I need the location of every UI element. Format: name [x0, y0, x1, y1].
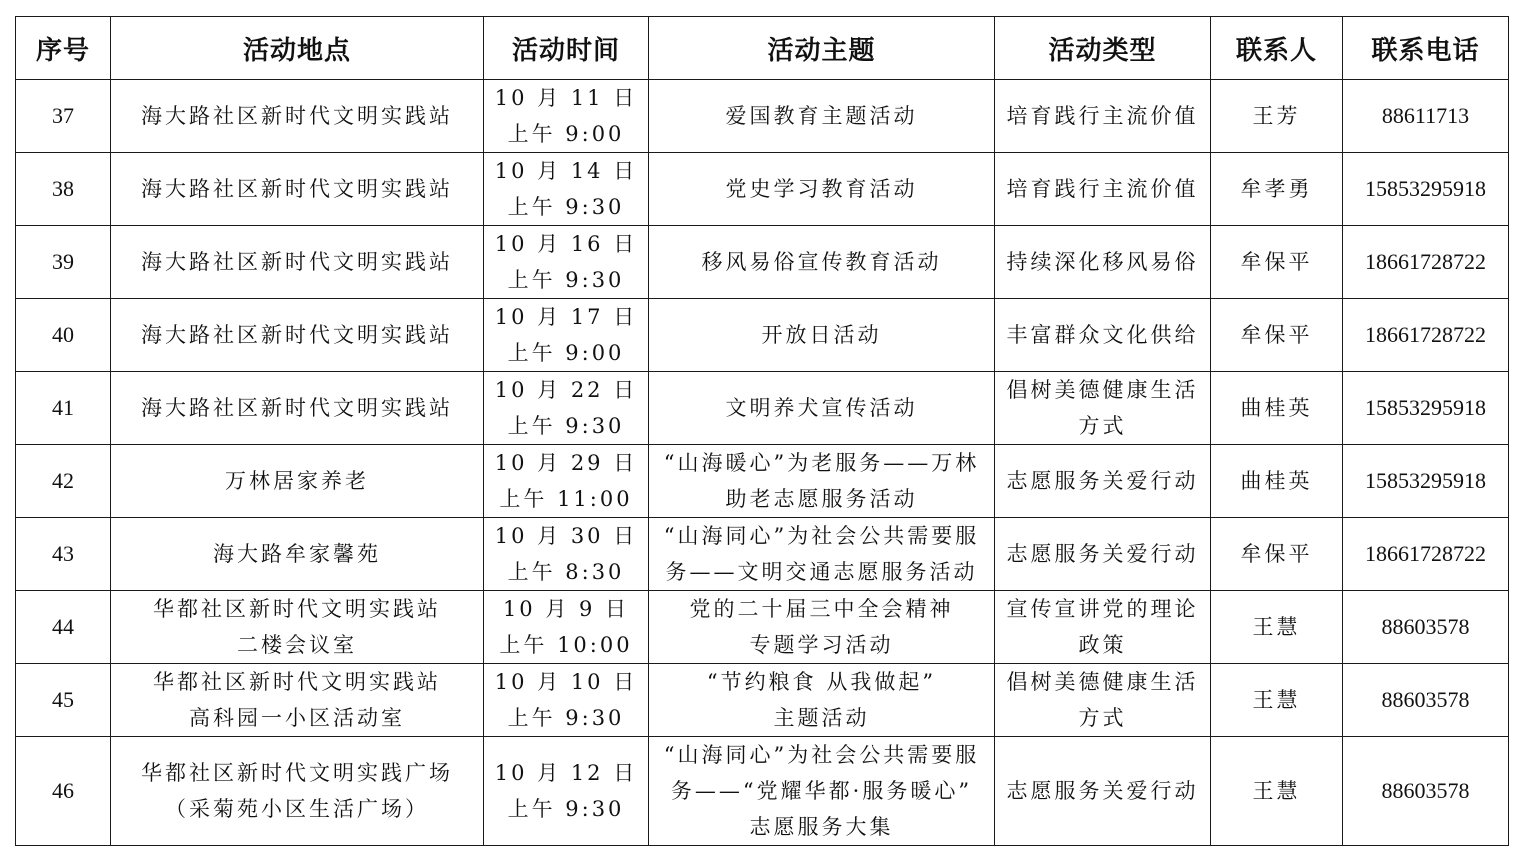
cell-theme-line: 主题活动 [773, 706, 870, 730]
cell-phone: 18661728722 [1343, 299, 1509, 372]
table-row [16, 299, 1509, 372]
cell-time [484, 737, 649, 846]
table-row [16, 372, 1509, 445]
cell-contact: 牟保平 [1211, 299, 1343, 372]
cell-time-line: 10 月 29 日 [494, 451, 638, 475]
cell-theme [649, 80, 995, 153]
cell-theme-line: “山海暖心”为老服务——万林 [663, 451, 980, 475]
cell-theme-line: 开放日活动 [761, 323, 882, 347]
cell-location-line: 华都社区新时代文明实践站 [153, 670, 441, 694]
cell-no: 45 [16, 664, 111, 737]
activity-schedule-table [15, 16, 1509, 846]
cell-location-line: （采菊苑小区生活广场） [165, 797, 429, 821]
cell-theme-line: 务——文明交通志愿服务活动 [665, 560, 978, 584]
cell-type-line: 方式 [1078, 706, 1127, 730]
cell-location-line: 海大路社区新时代文明实践站 [141, 177, 453, 201]
cell-contact: 曲桂英 [1211, 372, 1343, 445]
cell-no: 37 [16, 80, 111, 153]
cell-location-line: 海大路社区新时代文明实践站 [141, 396, 453, 420]
cell-location-line: 华都社区新时代文明实践广场 [141, 761, 453, 785]
cell-location-line: 海大路社区新时代文明实践站 [141, 104, 453, 128]
header-no: 序号 [16, 17, 111, 80]
cell-no: 38 [16, 153, 111, 226]
cell-type-line: 志愿服务关爱行动 [1006, 779, 1199, 803]
cell-theme-line: “山海同心”为社会公共需要服 [663, 743, 980, 767]
cell-theme [649, 445, 995, 518]
cell-time-line: 上午 10:00 [499, 633, 633, 657]
cell-location-line: 高科园一小区活动室 [189, 706, 405, 730]
cell-theme-line: 文明养犬宣传活动 [725, 396, 918, 420]
cell-contact: 王芳 [1211, 80, 1343, 153]
cell-theme [649, 591, 995, 664]
cell-time-line: 10 月 12 日 [494, 761, 638, 785]
table-row [16, 664, 1509, 737]
cell-phone: 18661728722 [1343, 226, 1509, 299]
cell-type-line: 志愿服务关爱行动 [1006, 542, 1199, 566]
cell-phone: 88603578 [1343, 591, 1509, 664]
cell-time-line: 上午 9:00 [507, 341, 625, 365]
table-row [16, 80, 1509, 153]
cell-type-line: 持续深化移风易俗 [1006, 250, 1199, 274]
cell-time [484, 591, 649, 664]
cell-type [995, 445, 1211, 518]
cell-time-line: 上午 9:30 [507, 706, 625, 730]
cell-time-line: 10 月 17 日 [494, 305, 638, 329]
cell-type-line: 倡树美德健康生活 [1006, 670, 1199, 694]
cell-type-line: 培育践行主流价值 [1006, 177, 1199, 201]
cell-location-line: 海大路牟家馨苑 [213, 542, 381, 566]
cell-contact: 王慧 [1211, 737, 1343, 846]
cell-location [111, 299, 484, 372]
cell-time-line: 10 月 9 日 [502, 597, 630, 621]
cell-time-line: 上午 11:00 [499, 487, 633, 511]
cell-time-line: 10 月 30 日 [494, 524, 638, 548]
cell-location [111, 445, 484, 518]
cell-no: 44 [16, 591, 111, 664]
cell-contact: 牟保平 [1211, 226, 1343, 299]
cell-no: 39 [16, 226, 111, 299]
cell-theme [649, 153, 995, 226]
cell-theme [649, 299, 995, 372]
header-phone: 联系电话 [1343, 17, 1509, 80]
cell-location [111, 372, 484, 445]
header-type: 活动类型 [995, 17, 1211, 80]
cell-location [111, 226, 484, 299]
cell-location [111, 591, 484, 664]
cell-time-line: 上午 9:30 [507, 797, 625, 821]
cell-type [995, 518, 1211, 591]
cell-type-line: 倡树美德健康生活 [1006, 378, 1199, 402]
cell-theme [649, 664, 995, 737]
cell-theme-line: 助老志愿服务活动 [725, 487, 918, 511]
cell-contact: 曲桂英 [1211, 445, 1343, 518]
cell-theme-line: 志愿服务大集 [749, 815, 894, 839]
cell-type [995, 591, 1211, 664]
cell-location-line: 华都社区新时代文明实践站 [153, 597, 441, 621]
cell-location-line: 万林居家养老 [225, 469, 369, 493]
cell-type [995, 299, 1211, 372]
cell-no: 42 [16, 445, 111, 518]
cell-location [111, 737, 484, 846]
cell-theme-line: “山海同心”为社会公共需要服 [663, 524, 980, 548]
header-location: 活动地点 [111, 17, 484, 80]
cell-contact: 牟孝勇 [1211, 153, 1343, 226]
cell-location-line: 海大路社区新时代文明实践站 [141, 323, 453, 347]
cell-location-line: 海大路社区新时代文明实践站 [141, 250, 453, 274]
cell-type [995, 226, 1211, 299]
cell-time [484, 445, 649, 518]
cell-theme-line: 党的二十届三中全会精神 [689, 597, 954, 621]
table-row [16, 445, 1509, 518]
cell-theme [649, 372, 995, 445]
cell-time [484, 299, 649, 372]
header-time: 活动时间 [484, 17, 649, 80]
table-row [16, 153, 1509, 226]
cell-no: 43 [16, 518, 111, 591]
cell-type [995, 372, 1211, 445]
cell-location-line: 二楼会议室 [237, 633, 357, 657]
cell-contact: 王慧 [1211, 664, 1343, 737]
cell-location [111, 518, 484, 591]
cell-theme-line: 务——“党耀华都·服务暖心” [670, 779, 973, 803]
cell-contact: 牟保平 [1211, 518, 1343, 591]
cell-time [484, 226, 649, 299]
cell-time [484, 80, 649, 153]
cell-type-line: 培育践行主流价值 [1006, 104, 1199, 128]
cell-time-line: 10 月 16 日 [494, 232, 638, 256]
cell-time-line: 上午 9:30 [507, 195, 625, 219]
cell-time [484, 153, 649, 226]
cell-type [995, 664, 1211, 737]
cell-time-line: 10 月 11 日 [494, 86, 638, 110]
header-theme: 活动主题 [649, 17, 995, 80]
cell-theme-line: 专题学习活动 [749, 633, 894, 657]
cell-type-line: 志愿服务关爱行动 [1006, 469, 1199, 493]
cell-time-line: 上午 9:00 [507, 122, 625, 146]
cell-phone: 15853295918 [1343, 153, 1509, 226]
cell-no: 41 [16, 372, 111, 445]
cell-time-line: 上午 9:30 [507, 268, 625, 292]
cell-time-line: 10 月 22 日 [494, 378, 638, 402]
cell-time-line: 上午 8:30 [507, 560, 625, 584]
cell-no: 46 [16, 737, 111, 846]
cell-time-line: 10 月 14 日 [494, 159, 638, 183]
cell-location [111, 80, 484, 153]
header-contact: 联系人 [1211, 17, 1343, 80]
cell-time [484, 372, 649, 445]
cell-type-line: 宣传宣讲党的理论 [1006, 597, 1199, 621]
cell-theme [649, 518, 995, 591]
cell-phone: 18661728722 [1343, 518, 1509, 591]
cell-type [995, 737, 1211, 846]
table-row [16, 591, 1509, 664]
cell-phone: 15853295918 [1343, 445, 1509, 518]
table-row [16, 518, 1509, 591]
cell-time [484, 664, 649, 737]
table-body [16, 80, 1509, 846]
cell-type-line: 丰富群众文化供给 [1006, 323, 1199, 347]
cell-type [995, 153, 1211, 226]
cell-time [484, 518, 649, 591]
cell-location [111, 664, 484, 737]
cell-time-line: 10 月 10 日 [494, 670, 638, 694]
cell-phone: 88603578 [1343, 664, 1509, 737]
cell-theme-line: 党史学习教育活动 [725, 177, 918, 201]
cell-no: 40 [16, 299, 111, 372]
table-header-row [16, 17, 1509, 80]
cell-type [995, 80, 1211, 153]
cell-theme-line: 移风易俗宣传教育活动 [701, 250, 942, 274]
cell-phone: 88603578 [1343, 737, 1509, 846]
cell-location [111, 153, 484, 226]
cell-time-line: 上午 9:30 [507, 414, 625, 438]
cell-theme [649, 737, 995, 846]
table-row [16, 737, 1509, 846]
cell-theme [649, 226, 995, 299]
cell-type-line: 政策 [1078, 633, 1127, 657]
cell-type-line: 方式 [1078, 414, 1127, 438]
table-row [16, 226, 1509, 299]
cell-theme-line: “节约粮食 从我做起” [706, 670, 937, 694]
cell-phone: 88611713 [1343, 80, 1509, 153]
cell-theme-line: 爱国教育主题活动 [725, 104, 918, 128]
cell-phone: 15853295918 [1343, 372, 1509, 445]
cell-contact: 王慧 [1211, 591, 1343, 664]
